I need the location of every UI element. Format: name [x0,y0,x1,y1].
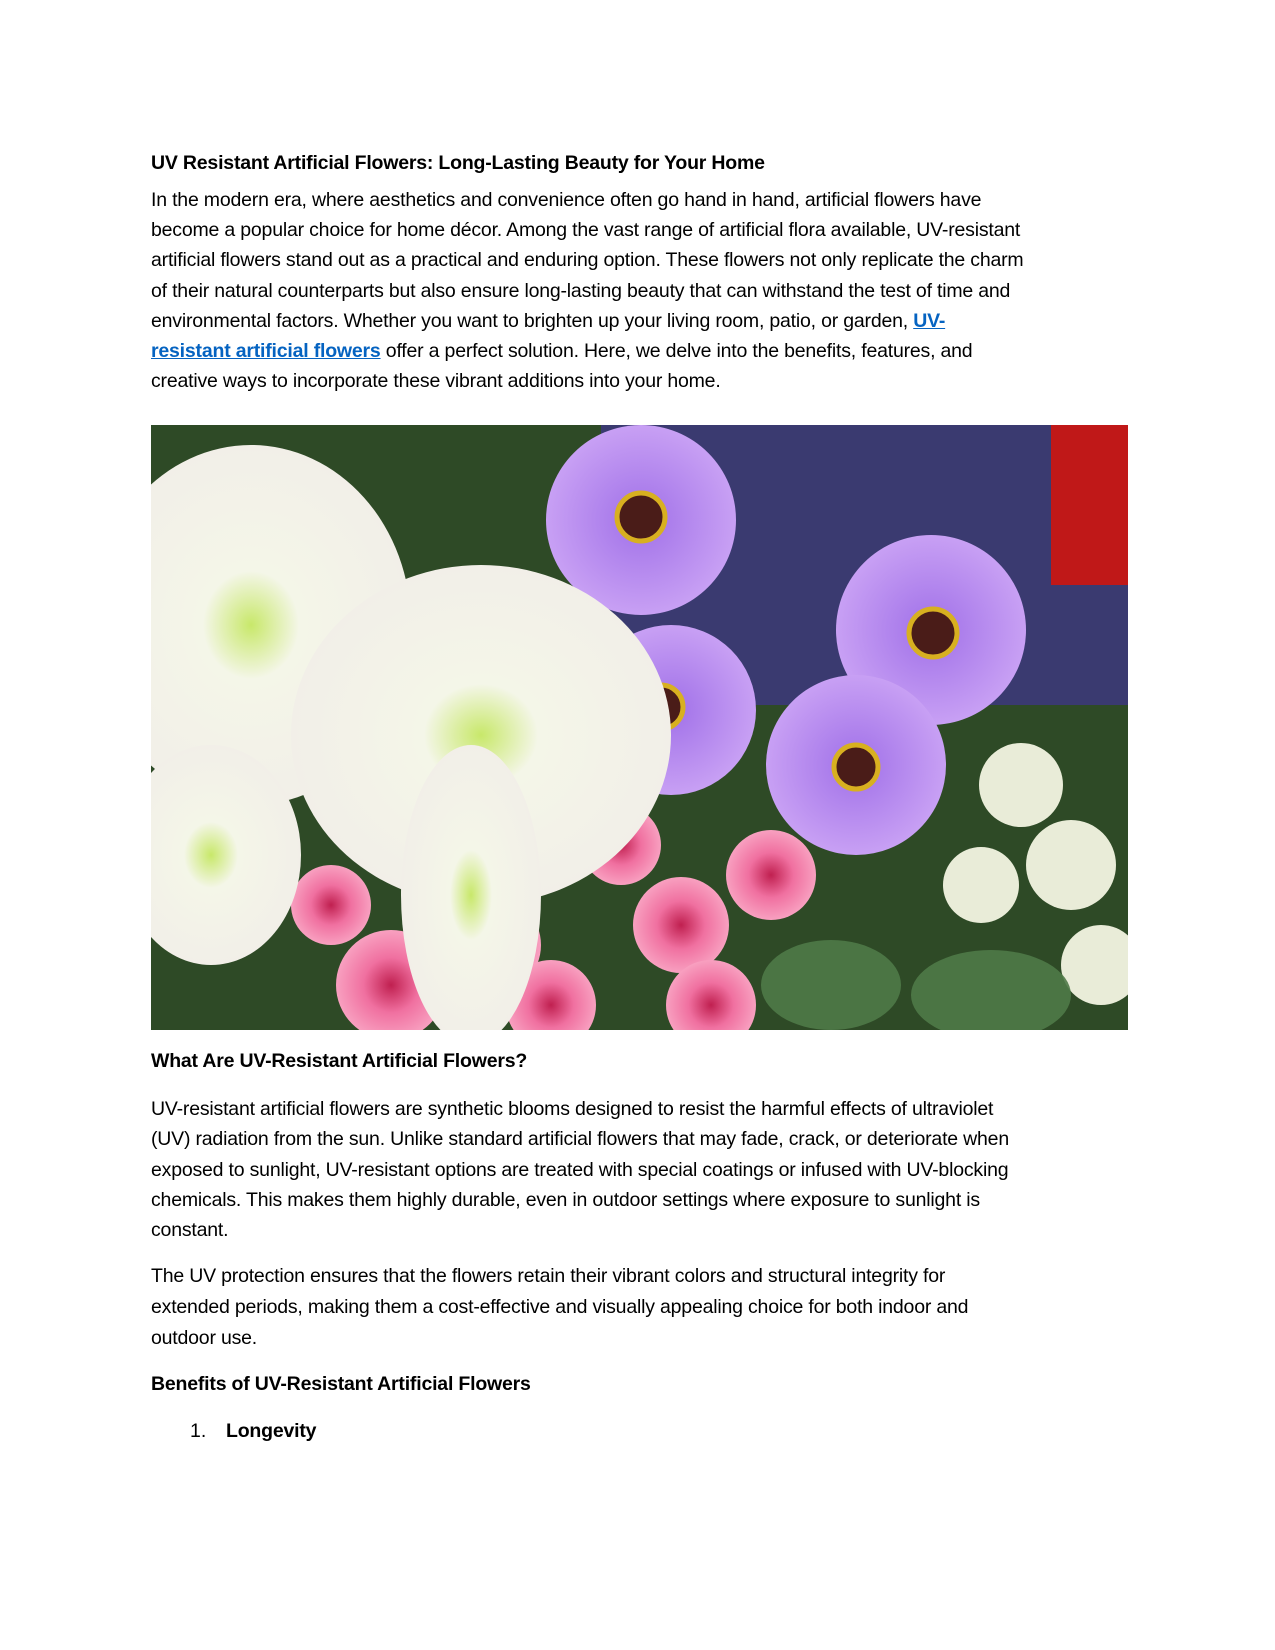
intro-line: artificial flowers stand out as a practical and enduring option. These flowers not only replicate the charm [151,249,1024,271]
intro-text: environmental factors. Whether you want to brighten up your living room, patio, or garden, [151,310,914,332]
uv-flowers-link-part2[interactable]: resistant artificial flowers [151,340,381,362]
intro-line: creative ways to incorporate these vibrant additions into your home. [151,370,721,392]
intro-line: become a popular choice for home décor. Among the vast range of artificial flora available, UV-resistant [151,219,1021,241]
list-item-label: Longevity [226,1420,317,1442]
page-title: UV Resistant Artificial Flowers: Long-Lasting Beauty for Your Home [151,152,765,174]
paragraph-line: constant. [151,1219,229,1241]
paragraph-line: outdoor use. [151,1327,258,1349]
flowers-photo [151,425,1128,1030]
intro-line: In the modern era, where aesthetics and convenience often go hand in hand, artificial flowers have [151,189,982,211]
intro-line: of their natural counterparts but also ensure long-lasting beauty that can withstand the test of time and [151,280,1011,302]
paragraph-line: exposed to sunlight, UV-resistant options are treated with special coatings or infused with UV-blocking [151,1159,1009,1181]
intro-line [151,309,945,333]
section-heading: Benefits of UV-Resistant Artificial Flowers [151,1373,531,1395]
intro-line [151,339,972,363]
paragraph-line: chemicals. This makes them highly durable, even in outdoor settings where exposure to sunlight is [151,1189,980,1211]
paragraph-line: extended periods, making them a cost-effective and visually appealing choice for both indoor and [151,1296,969,1318]
paragraph-line: (UV) radiation from the sun. Unlike standard artificial flowers that may fade, crack, or deteriorate when [151,1128,1009,1150]
intro-text: offer a perfect solution. Here, we delve into the benefits, features, and [380,340,973,362]
section-heading: What Are UV-Resistant Artificial Flowers? [151,1050,528,1072]
list-number: 1. [190,1420,207,1442]
uv-flowers-link-part1[interactable]: UV- [913,310,946,332]
paragraph-line: UV-resistant artificial flowers are synthetic blooms designed to resist the harmful effects of ultraviolet [151,1098,994,1120]
paragraph-line: The UV protection ensures that the flowers retain their vibrant colors and structural integrity for [151,1265,946,1287]
